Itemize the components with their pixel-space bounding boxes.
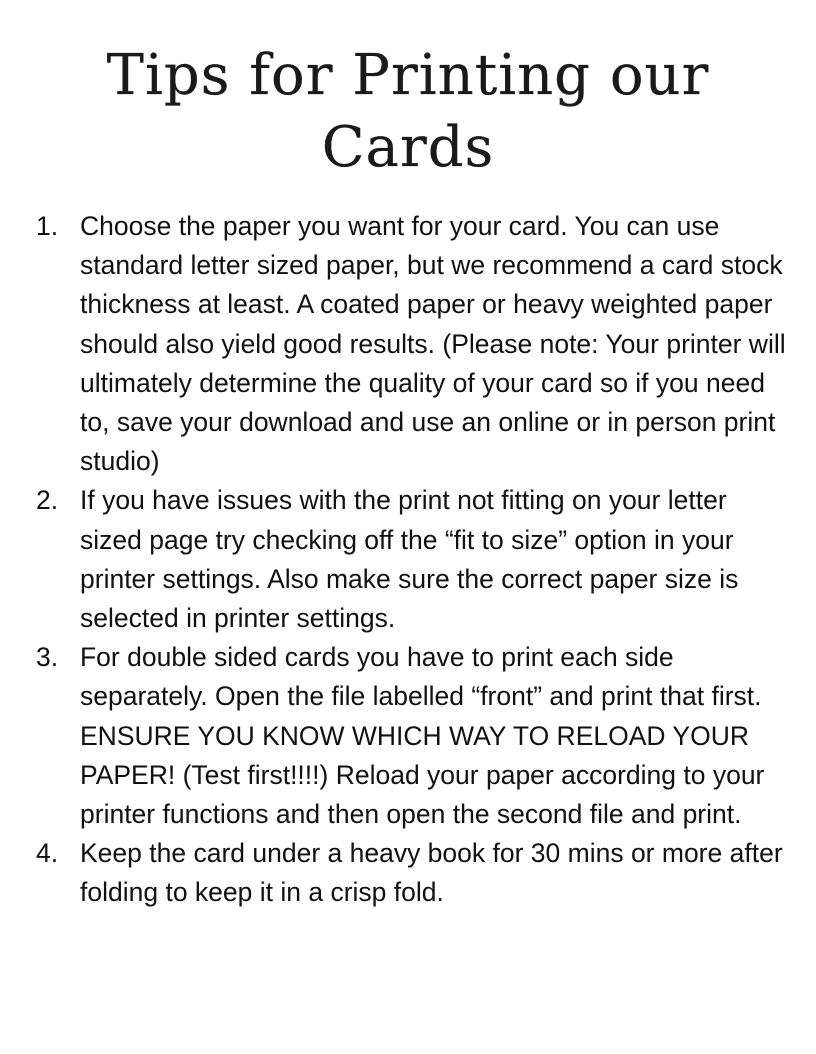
tip-text: Keep the card under a heavy book for 30 mins or more after folding to keep it in a crisp fold. bbox=[80, 838, 783, 908]
tip-number: 3. bbox=[36, 642, 59, 673]
page-title bbox=[0, 40, 816, 184]
tip-text: For double sided cards you have to print each side separately. Open the file labelled “front” and print that first. ENSURE YOU KNOW WHICH WAY TO RELOAD YOUR PAPER! (Test first!!!!) Reload your paper according to your printer functions and then open the second file and print. bbox=[80, 642, 765, 830]
page-title-line-1: Tips for Printing our bbox=[106, 43, 710, 108]
tip-item-2 bbox=[36, 481, 786, 638]
tip-number: 4. bbox=[36, 838, 59, 869]
tips-list bbox=[36, 207, 786, 913]
tip-number: 2. bbox=[36, 485, 59, 516]
tip-text: Choose the paper you want for your card. You can use standard letter sized paper, but we recommend a card stock thickness at least. A coated paper or heavy weighted paper should also yield good results. (Please note: Your printer will ultimately determine the quality of your card so if you need to, save your download and use an online or in person print studio) bbox=[80, 211, 786, 477]
tip-item-4 bbox=[36, 834, 786, 912]
page-title-line-2: Cards bbox=[321, 115, 495, 180]
tip-item-1 bbox=[36, 207, 786, 481]
tip-text: If you have issues with the print not fitting on your letter sized page try checking off the “fit to size” option in your printer settings. Also make sure the correct paper size is selected in printer settings. bbox=[80, 485, 739, 634]
tip-number: 1. bbox=[36, 211, 59, 241]
tip-item-3 bbox=[36, 638, 786, 834]
